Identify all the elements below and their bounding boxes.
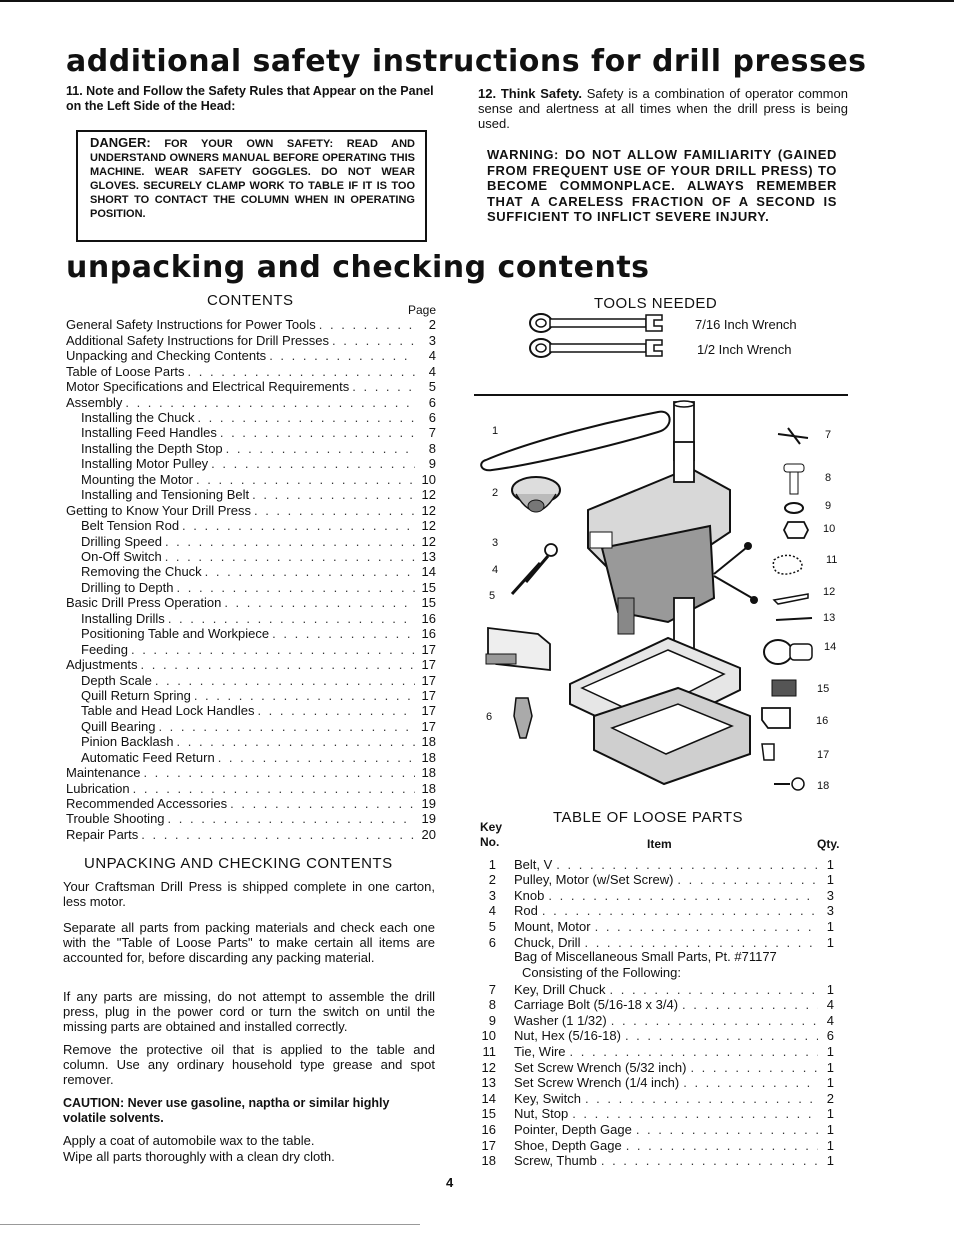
toc-row [66, 410, 436, 425]
unpacking-para-6: Wipe all parts thoroughly with a clean dry cloth. [63, 1149, 335, 1164]
safety-item-12 [478, 86, 848, 131]
toc-row [66, 765, 436, 780]
parts-leader-dots [690, 1060, 818, 1075]
parts-key: 15 [481, 1106, 496, 1122]
toc-page: 16 [421, 626, 436, 642]
parts-key: 13 [481, 1075, 496, 1091]
toc-page: 17 [421, 687, 436, 703]
tools-divider [474, 394, 848, 396]
toc-label: Depth Scale [81, 672, 152, 688]
parts-item: Mount, Motor [514, 918, 591, 934]
toc-page: 19 [421, 811, 436, 827]
toc-row [66, 456, 436, 471]
toc-label: Quill Bearing [81, 718, 156, 734]
parts-item: Key, Switch [514, 1090, 581, 1106]
unpacking-para-4: Remove the protective oil that is applied to the table and column. Use any ordinary household type grease and spot remover. [63, 1042, 435, 1087]
parts-leader-dots [595, 919, 818, 934]
toc-row [66, 579, 436, 594]
unpacking-title: unpacking and checking contents [66, 250, 650, 285]
toc-row [66, 780, 436, 795]
parts-key: 12 [481, 1059, 496, 1075]
parts-key: 9 [488, 1012, 496, 1028]
toc-row [66, 471, 436, 486]
parts-qty: 1 [826, 872, 834, 888]
contents-heading: CONTENTS [207, 292, 294, 309]
callout-13: 13 [823, 612, 836, 624]
toc-leader-dots [141, 827, 415, 842]
parts-qty: 4 [826, 1012, 834, 1028]
toc-label: Recommended Accessories [66, 796, 228, 812]
parts-item: Washer (1 1/32) [514, 1012, 607, 1028]
parts-leader-dots [548, 888, 818, 903]
parts-item: Belt, V [514, 856, 553, 872]
parts-row [480, 903, 834, 919]
parts-leader-dots [626, 1138, 818, 1153]
parts-leader-dots [625, 1028, 818, 1043]
toc-leader-dots [196, 472, 415, 487]
toc-page: 2 [428, 317, 436, 333]
parts-no-label: No. [480, 835, 500, 849]
toc-leader-dots [319, 317, 415, 332]
toc-row [66, 641, 436, 656]
page-number: 4 [446, 1175, 454, 1190]
toc-leader-dots [141, 657, 415, 672]
parts-item: Knob [514, 887, 545, 903]
toc-label: Basic Drill Press Operation [66, 595, 222, 611]
parts-row [480, 1090, 834, 1106]
parts-key: 3 [488, 887, 496, 903]
drill-press-parts-illustration [478, 398, 848, 808]
parts-qty: 1 [826, 918, 834, 934]
parts-qty: 1 [826, 1137, 834, 1153]
parts-leader-dots [610, 982, 818, 997]
toc-leader-dots [125, 395, 415, 410]
parts-key: 14 [481, 1090, 496, 1106]
toc-label: Lubrication [66, 780, 130, 796]
toc-label: Unpacking and Checking Contents [66, 348, 267, 364]
toc-page: 18 [421, 765, 436, 781]
parts-key: 7 [488, 981, 496, 997]
toc-leader-dots [188, 364, 415, 379]
toc-label: General Safety Instructions for Power Tools [66, 317, 316, 333]
callout-16: 16 [816, 715, 829, 727]
toc-leader-dots [252, 487, 415, 502]
toc-row [66, 626, 436, 641]
parts-qty: 1 [826, 1106, 834, 1122]
toc-page: 9 [428, 456, 436, 472]
unpacking-para-2: Separate all parts from packing materials and check each one with the "Table of Loose Parts" to make certain all items are accounted for, before discarding any packing material. [63, 920, 435, 965]
parts-qty: 3 [826, 903, 834, 919]
toc-leader-dots [218, 750, 415, 765]
toc-page: 18 [421, 780, 436, 796]
toc-leader-dots [352, 379, 415, 394]
toc-page: 6 [428, 394, 436, 410]
bag-line-2: Consisting of the Following: [522, 965, 681, 980]
toc-row [66, 564, 436, 579]
wrench-7-16-icon [528, 311, 668, 335]
toc-row [66, 332, 436, 347]
parts-key: 2 [488, 872, 496, 888]
toc-leader-dots [194, 688, 415, 703]
safety-title: additional safety instructions for drill presses [66, 44, 867, 79]
toc-page: 3 [428, 332, 436, 348]
parts-qty: 1 [826, 1059, 834, 1075]
parts-key: 5 [488, 918, 496, 934]
parts-row [480, 918, 834, 934]
parts-row [480, 1043, 834, 1059]
danger-text-block [90, 136, 415, 221]
toc-leader-dots [205, 564, 415, 579]
callout-4: 4 [492, 564, 499, 576]
callout-8: 8 [825, 472, 832, 484]
parts-leader-dots [556, 857, 818, 872]
warning-text: WARNING: DO NOT ALLOW FAMILIARITY (GAINED FROM FREQUENT USE OF YOUR DRILL PRESS) TO BECOME COMMONPLACE. ALWAYS REMEMBER THAT A CARELESS FRACTION OF A SECOND IS SUFFICIENT TO INFLICT SEVERE INJURY. [487, 147, 837, 224]
toc-label: Motor Specifications and Electrical Requirements [66, 379, 350, 395]
toc-leader-dots [177, 734, 416, 749]
toc-leader-dots [332, 333, 415, 348]
toc-row [66, 379, 436, 394]
toc-leader-dots [168, 811, 415, 826]
bottom-rule [0, 1224, 420, 1225]
toc-label: Maintenance [66, 765, 141, 781]
parts-leader-dots [585, 1091, 818, 1106]
toc-row [66, 441, 436, 456]
toc-leader-dots [220, 425, 415, 440]
toc-page: 12 [421, 533, 436, 549]
toc-label: Adjustments [66, 657, 138, 673]
toc-row [66, 672, 436, 687]
toc-label: Getting to Know Your Drill Press [66, 502, 251, 518]
toc-label: Mounting the Motor [81, 471, 194, 487]
parts-item: Pulley, Motor (w/Set Screw) [514, 872, 674, 888]
parts-qty: 4 [826, 997, 834, 1013]
toc-page: 17 [421, 672, 436, 688]
toc-label: Pinion Backlash [81, 734, 174, 750]
parts-leader-dots [636, 1122, 818, 1137]
parts-item: Rod [514, 903, 538, 919]
toc-leader-dots [269, 348, 415, 363]
toc-label: Feeding [81, 641, 128, 657]
page-column-heading: Page [408, 303, 437, 317]
parts-item: Pointer, Depth Gage [514, 1121, 632, 1137]
toc-row [66, 610, 436, 625]
toc-row [66, 348, 436, 363]
toc-label: Positioning Table and Workpiece [81, 626, 270, 642]
parts-item: Set Screw Wrench (5/32 inch) [514, 1059, 687, 1075]
callout-10: 10 [823, 523, 836, 535]
toc-page: 12 [421, 487, 436, 503]
parts-qty: 1 [826, 1075, 834, 1091]
toc-leader-dots [254, 503, 415, 518]
toc-page: 14 [421, 564, 436, 580]
toc-label: Drilling to Depth [81, 579, 174, 595]
callout-7: 7 [825, 429, 832, 441]
parts-row [480, 1106, 834, 1122]
toc-row [66, 487, 436, 502]
parts-item: Nut, Stop [514, 1106, 569, 1122]
toc-label: On-Off Switch [81, 548, 162, 564]
parts-leader-dots [601, 1153, 818, 1168]
toc-label: Installing Feed Handles [81, 425, 217, 441]
toc-page: 7 [428, 425, 436, 441]
parts-row [480, 981, 834, 997]
toc-row [66, 549, 436, 564]
toc-label: Installing and Tensioning Belt [81, 487, 250, 503]
parts-row [480, 872, 834, 888]
toc-leader-dots [230, 796, 415, 811]
toc-page: 4 [428, 348, 436, 364]
parts-key: 16 [481, 1121, 496, 1137]
toc-row [66, 518, 436, 533]
parts-row [480, 934, 834, 950]
parts-row [480, 1012, 834, 1028]
toc-label: Table of Loose Parts [66, 363, 185, 379]
toc-leader-dots [165, 534, 415, 549]
toc-leader-dots [272, 626, 415, 641]
parts-key-label: Key [480, 820, 503, 834]
toc-row [66, 363, 436, 378]
parts-item: Tie, Wire [514, 1043, 566, 1059]
toc-leader-dots [211, 456, 415, 471]
toc-page: 13 [421, 548, 436, 564]
parts-leader-dots [677, 872, 818, 887]
toc-row [66, 749, 436, 764]
toc-label: Trouble Shooting [66, 811, 165, 827]
toc-row [66, 827, 436, 842]
toc-page: 15 [421, 579, 436, 595]
parts-leader-dots [572, 1106, 818, 1121]
toc-page: 5 [428, 379, 436, 395]
parts-qty: 6 [826, 1028, 834, 1044]
parts-qty: 1 [826, 981, 834, 997]
tool-1-label: 7/16 Inch Wrench [695, 317, 797, 332]
parts-qty: 1 [826, 1153, 834, 1169]
toc-row [66, 502, 436, 517]
toc-row [66, 811, 436, 826]
parts-row [480, 997, 834, 1013]
tools-heading: TOOLS NEEDED [594, 295, 718, 312]
parts-row [480, 1059, 834, 1075]
parts-key: 8 [488, 997, 496, 1013]
unpacking-para-5: Apply a coat of automobile wax to the table. [63, 1133, 315, 1148]
parts-item: Set Screw Wrench (1/4 inch) [514, 1075, 680, 1091]
callout-2: 2 [492, 487, 499, 499]
parts-key: 18 [481, 1153, 496, 1169]
item12-label: 12. Think Safety. [478, 86, 582, 101]
parts-item: Key, Drill Chuck [514, 981, 606, 997]
callout-5: 5 [489, 590, 496, 602]
safety-item-11: 11. Note and Follow the Safety Rules that Appear on the Panel on the Left Side of the Head: [66, 84, 434, 113]
toc-label: Installing Drills [81, 610, 165, 626]
toc-leader-dots [158, 719, 415, 734]
parts-heading: TABLE OF LOOSE PARTS [553, 809, 744, 826]
parts-qty: 3 [826, 887, 834, 903]
parts-item: Nut, Hex (5/16-18) [514, 1028, 621, 1044]
parts-key: 6 [488, 934, 496, 950]
parts-leader-dots [682, 997, 818, 1012]
toc-page: 17 [421, 641, 436, 657]
parts-item: Carriage Bolt (5/16-18 x 3/4) [514, 997, 679, 1013]
toc-page: 4 [428, 363, 436, 379]
toc-label: Automatic Feed Return [81, 749, 215, 765]
parts-qty: 2 [826, 1090, 834, 1106]
parts-leader-dots [542, 903, 818, 918]
toc-page: 18 [421, 749, 436, 765]
toc-label: Belt Tension Rod [81, 518, 180, 534]
callout-11: 11 [826, 554, 838, 566]
callout-17: 17 [817, 749, 830, 761]
toc-leader-dots [224, 595, 415, 610]
callout-3: 3 [492, 537, 499, 549]
toc-label: Quill Return Spring [81, 687, 191, 703]
toc-label: Installing Motor Pulley [81, 456, 209, 472]
toc-row [66, 688, 436, 703]
toc-leader-dots [133, 781, 415, 796]
callout-9: 9 [825, 500, 832, 512]
toc-page: 17 [421, 703, 436, 719]
callout-14: 14 [824, 641, 837, 653]
item12-text: Safety is a combination of operator common sense and alertness at all times when the drill press is being used. [478, 86, 848, 131]
toc-label: Repair Parts [66, 826, 139, 842]
parts-row [480, 1075, 834, 1091]
toc-label: Installing the Depth Stop [81, 440, 223, 456]
toc-page: 16 [421, 610, 436, 626]
toc-page: 19 [421, 796, 436, 812]
caution-text: CAUTION: Never use gasoline, naptha or similar highly volatile solvents. [63, 1096, 390, 1125]
toc-leader-dots [155, 673, 415, 688]
unpacking-para-3: If any parts are missing, do not attempt to assemble the drill press, plug in the power cord or turn the switch on until the missing parts are obtained and installed correctly. [63, 989, 435, 1034]
parts-item: Chuck, Drill [514, 934, 581, 950]
toc-leader-dots [177, 580, 416, 595]
toc-page: 8 [428, 440, 436, 456]
toc-page: 12 [421, 518, 436, 534]
parts-row [480, 1121, 834, 1137]
parts-qty: 1 [826, 1043, 834, 1059]
parts-key: 10 [481, 1028, 496, 1044]
toc-row [66, 425, 436, 440]
parts-row [480, 1153, 834, 1169]
toc-leader-dots [257, 703, 415, 718]
parts-qty: 1 [826, 856, 834, 872]
toc-page: 15 [421, 595, 436, 611]
parts-key: 4 [488, 903, 496, 919]
toc-label: Additional Safety Instructions for Drill Presses [66, 332, 329, 348]
tool-2-label: 1/2 Inch Wrench [697, 342, 792, 357]
callout-18: 18 [817, 780, 830, 792]
toc-page: 17 [421, 657, 436, 673]
parts-row [480, 1137, 834, 1153]
parts-leader-dots [584, 935, 818, 950]
toc-page: 6 [428, 410, 436, 426]
toc-page: 18 [421, 734, 436, 750]
danger-text: FOR YOUR OWN SAFETY: READ AND UNDERSTAND OWNERS MANUAL BEFORE OPERATING THIS MACHINE. WEAR SAFETY GOGGLES. DO NOT WEAR GLOVES. SECURELY CLAMP WORK TO TABLE IF IT IS TOO SHORT TO CONTACT THE COLUMN WHEN IN OPERATING POSITION. [90, 138, 415, 220]
unpacking-section-heading: UNPACKING AND CHECKING CONTENTS [84, 855, 393, 872]
parts-key: 1 [488, 856, 496, 872]
toc-row [66, 718, 436, 733]
toc-leader-dots [143, 765, 415, 780]
parts-leader-dots [683, 1075, 818, 1090]
toc-page: 20 [421, 826, 436, 842]
parts-row [480, 1028, 834, 1044]
toc-row [66, 734, 436, 749]
toc-label: Removing the Chuck [81, 564, 202, 580]
parts-item: Screw, Thumb [514, 1153, 597, 1169]
parts-leader-dots [570, 1044, 818, 1059]
toc-label: Installing the Chuck [81, 410, 195, 426]
parts-key: 11 [482, 1043, 496, 1059]
parts-key: 17 [481, 1137, 496, 1153]
callout-12: 12 [823, 586, 836, 598]
toc-row [66, 317, 436, 332]
unpacking-para-1: Your Craftsman Drill Press is shipped complete in one carton, less motor. [63, 879, 435, 909]
callout-6: 6 [486, 711, 493, 723]
callout-1: 1 [492, 425, 499, 437]
toc-page: 17 [421, 718, 436, 734]
toc-leader-dots [197, 410, 415, 425]
parts-qty: 1 [826, 1121, 834, 1137]
toc-page: 12 [421, 502, 436, 518]
toc-leader-dots [182, 518, 415, 533]
toc-row [66, 703, 436, 718]
toc-label: Drilling Speed [81, 533, 162, 549]
toc-leader-dots [168, 611, 415, 626]
toc-leader-dots [165, 549, 415, 564]
toc-row [66, 595, 436, 610]
parts-row [480, 856, 834, 872]
toc-row [66, 796, 436, 811]
callout-15: 15 [817, 683, 830, 695]
parts-qty-label: Qty. [817, 837, 840, 851]
toc-leader-dots [226, 441, 415, 456]
parts-leader-dots [611, 1013, 818, 1028]
toc-row [66, 533, 436, 548]
parts-qty: 1 [826, 934, 834, 950]
parts-item-label: Item [647, 837, 672, 851]
danger-label: DANGER: [90, 135, 151, 150]
toc-row [66, 657, 436, 672]
wrench-1-2-icon [528, 336, 668, 360]
bag-line-1: Bag of Miscellaneous Small Parts, Pt. #71177 [514, 949, 777, 964]
toc-row [66, 394, 436, 409]
toc-page: 10 [421, 471, 436, 487]
toc-label: Table and Head Lock Handles [81, 703, 255, 719]
parts-row [480, 887, 834, 903]
top-rule [0, 0, 954, 2]
toc-leader-dots [131, 642, 415, 657]
parts-item: Shoe, Depth Gage [514, 1137, 622, 1153]
toc-label: Assembly [66, 394, 123, 410]
